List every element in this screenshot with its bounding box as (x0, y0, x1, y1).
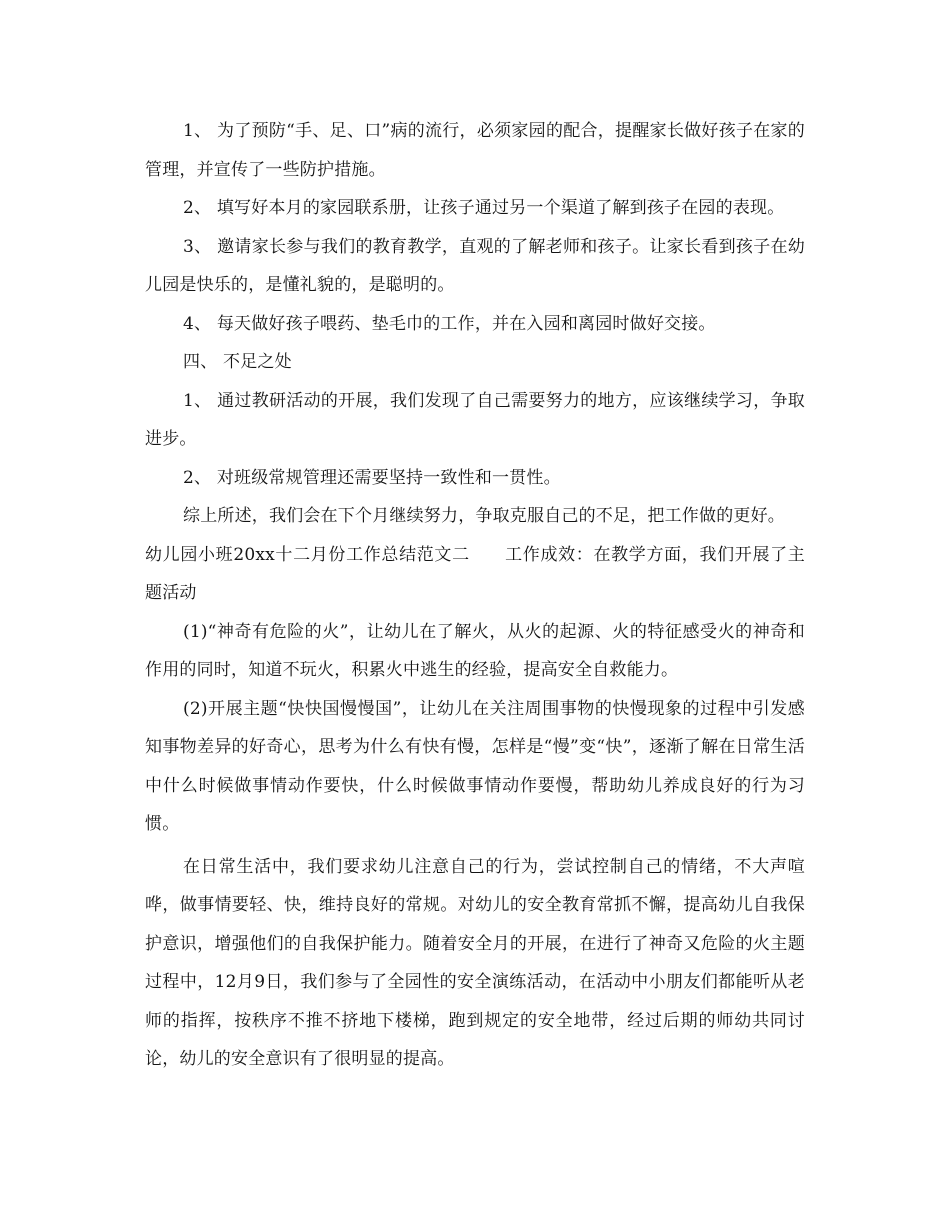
paragraph-class-routine: 2、 对班级常规管理还需要坚持一致性和一贯性。 (183, 467, 561, 488)
top-margin (145, 0, 805, 112)
paragraph-prevention: 1、 为了预防“手、足、口”病的流行，必须家园的配合，提醒家长做好孩子在家的管理，并宣传了一些防护措施。 (145, 121, 805, 180)
paragraph-parent-participation: 3、 邀请家长参与我们的教育教学，直观的了解老师和孩子。让家长看到孩子在幼儿园是快乐的，是懂礼貌的，是聪明的。 (145, 236, 805, 295)
paragraph-medicine-towel: 4、 每天做好孩子喂药、垫毛巾的工作，并在入园和离园时做好交接。 (183, 313, 716, 334)
paragraph-contact-book: 2、 填写好本月的家园联系册，让孩子通过另一个渠道了解到孩子在园的表现。 (183, 198, 785, 218)
paragraph-daily-life-safety: 在日常生活中，我们要求幼儿注意自己的行为，尝试控制自己的情绪，不大声喧哗，做事情要轻、快，维持良好的常规。对幼儿的安全教育常抓不懈，提高幼儿自我保护意识，增强他们的自我保护能力。随着安全月的开展，在进行了神奇又危险的火主题过程中，12月9日，我们参与了全园性的安全演练活动，在活动中小朋友们都能听从老师的指挥，按秩序不推不挤地下楼梯，跑到规定的安全地带，经过后期的师幼共同讨论，幼儿的安全意识有了很明显的提高。 (145, 856, 805, 1069)
article-title-two: 幼儿园小班20xx十二月份工作总结范文二 工作成效：在教学方面，我们开展了主题活动 (145, 544, 805, 603)
paragraph-teaching-research: 1、 通过教研活动的开展，我们发现了自己需要努力的地方，应该继续学习，争取进步。 (145, 390, 805, 449)
section-heading-shortcomings: 四、 不足之处 (183, 352, 292, 372)
paragraph-theme-fast-slow: (2)开展主题“快快国慢慢国”，让幼儿在关注周围事物的快慢现象的过程中引发感知事物差异的好奇心，思考为什么有快有慢，怎样是“慢”变“快”，逐渐了解在日常生活中什么时候做事情动作要快，什么时候做事情动作要慢，帮助幼儿养成良好的行为习惯。 (145, 698, 805, 834)
paragraph-summary: 综上所述，我们会在下个月继续努力，争取克服自己的不足，把工作做的更好。 (183, 506, 785, 526)
paragraph-theme-fire: (1)“神奇有危险的火”，让幼儿在了解火，从火的起源、火的特征感受火的神奇和作用的同时，知道不玩火，积累火中逃生的经验，提高安全自救能力。 (145, 621, 805, 680)
